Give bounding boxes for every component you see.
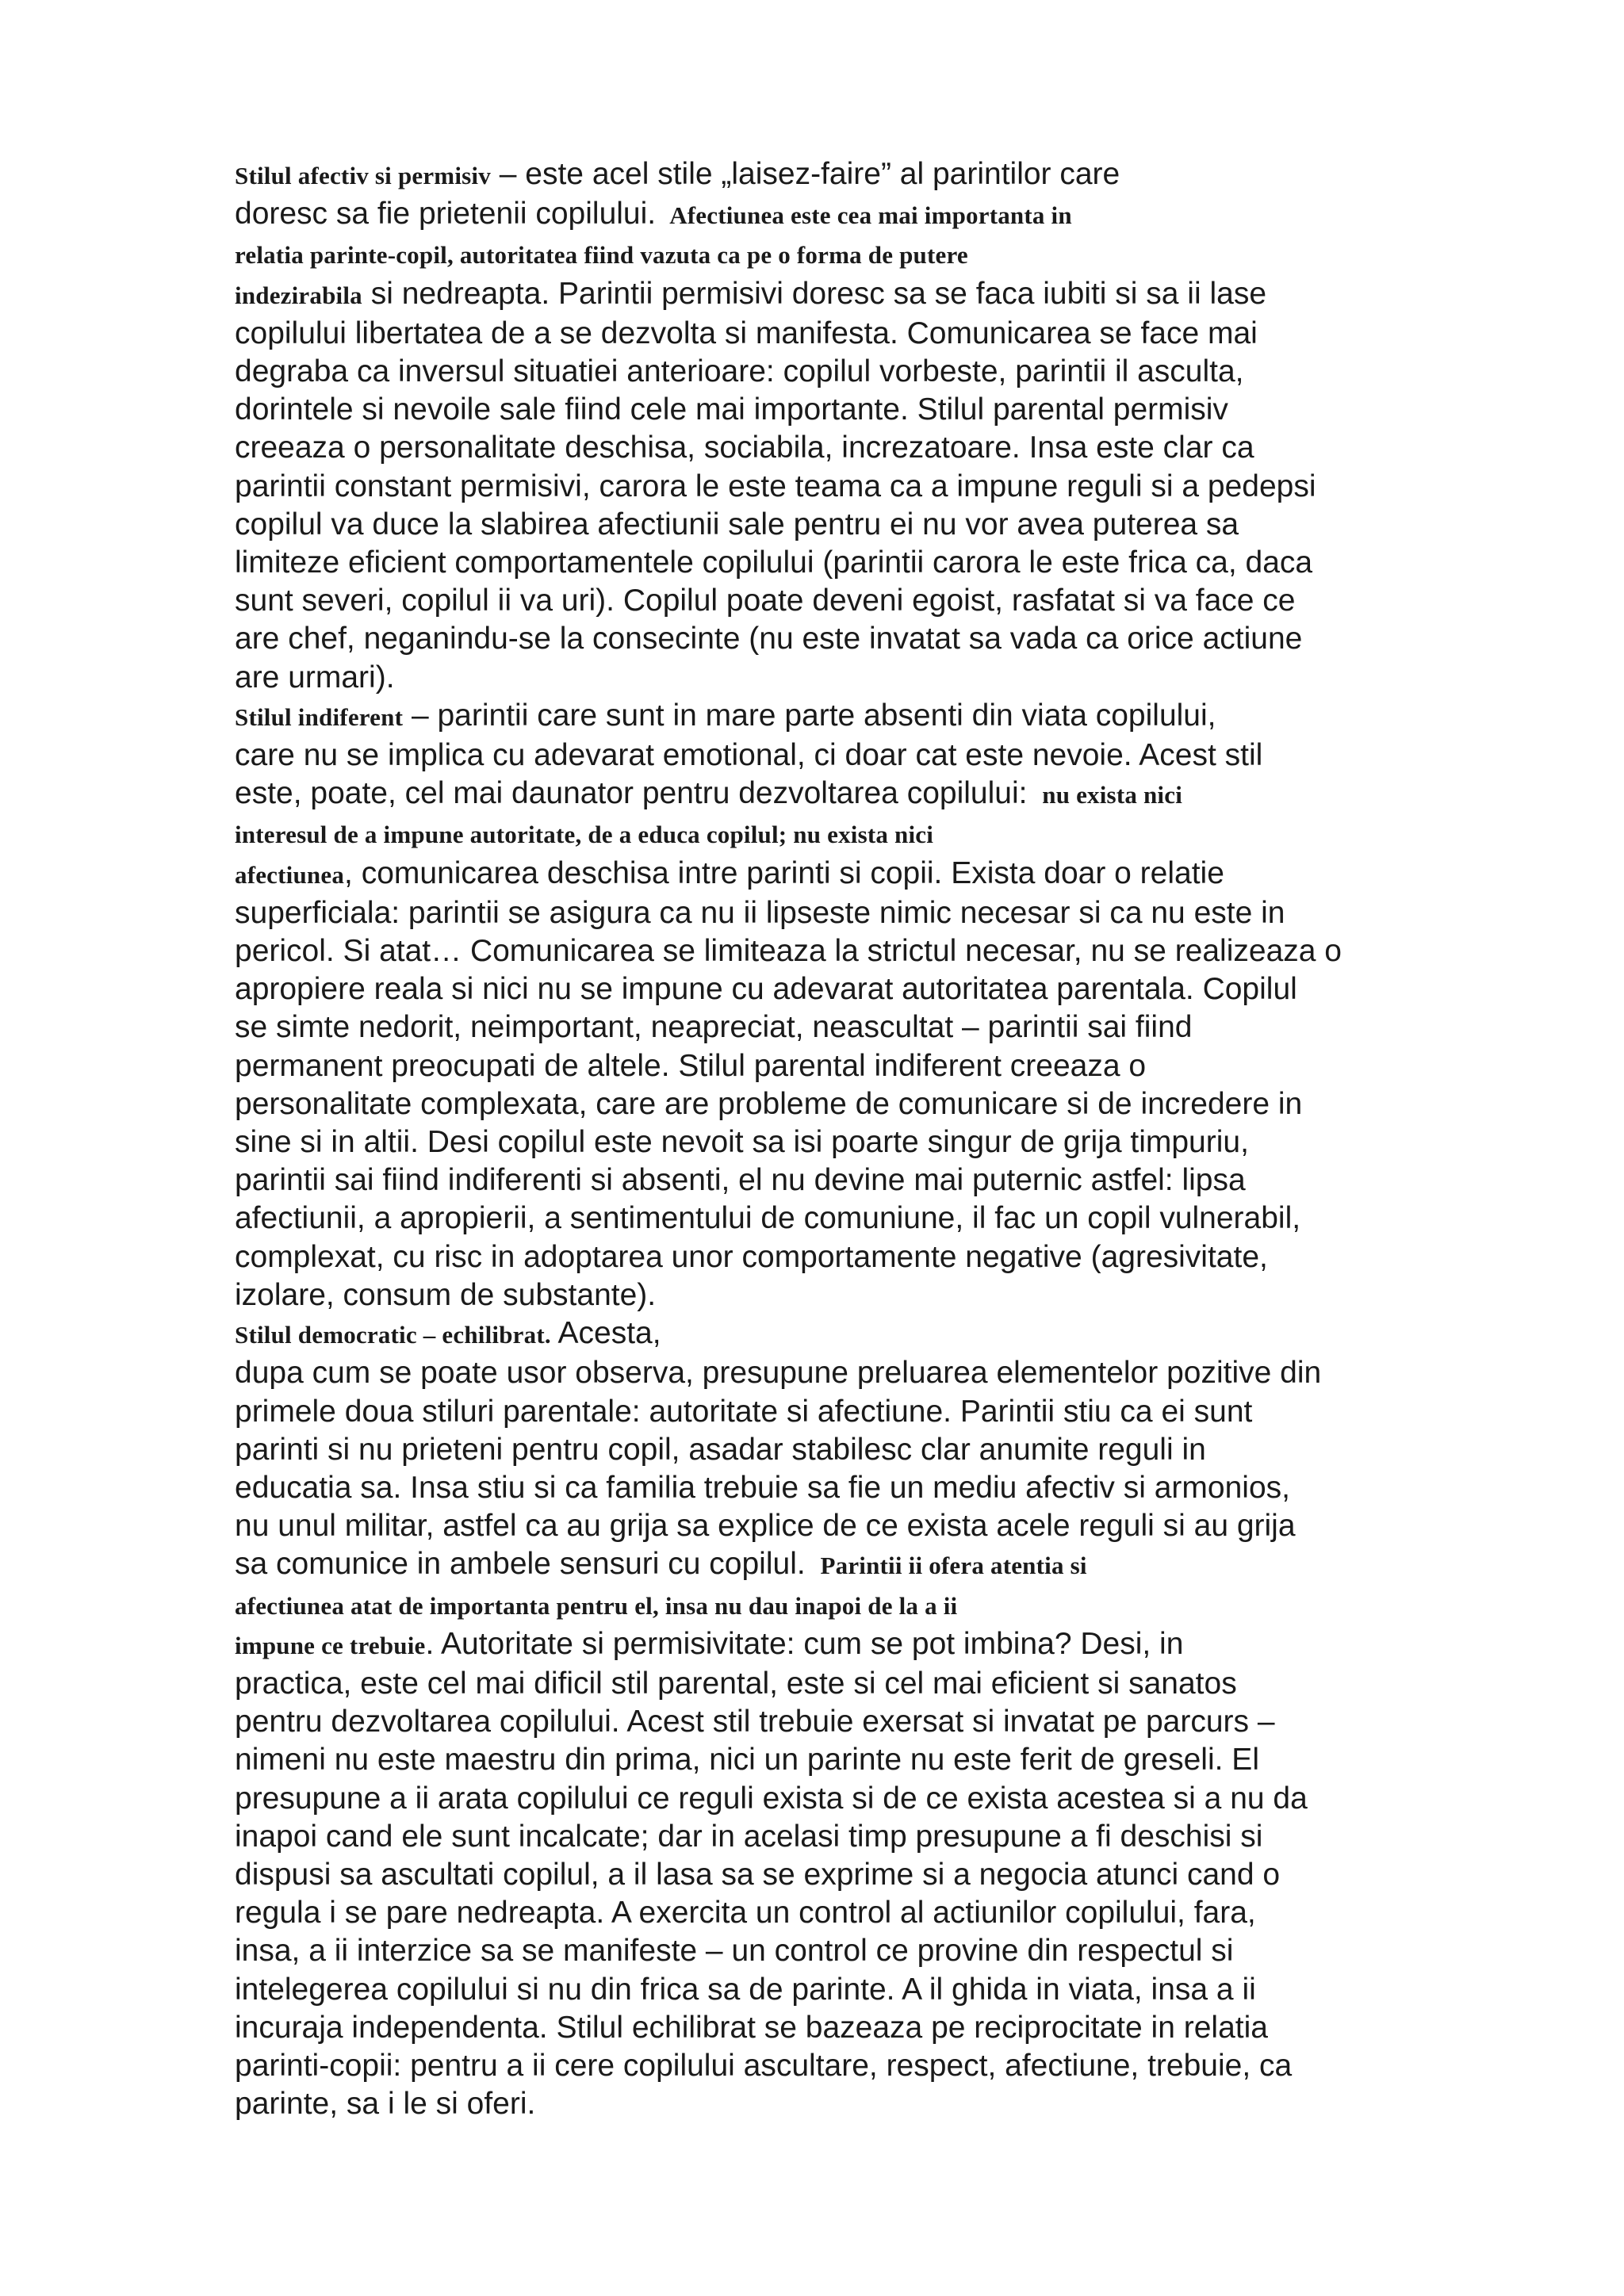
text-segment: apropiere reala si nici nu se impune cu adevarat autoritatea parentala. Copilul [235, 972, 1297, 1007]
bold-text-segment: Stilul democratic – echilibrat. [235, 1321, 551, 1349]
text-segment: dupa cum se poate usor observa, presupune preluarea elementelor pozitive din [235, 1356, 1322, 1391]
text-segment: copilul va duce la slabirea afectiunii sale pentru ei nu vor avea puterea sa [235, 507, 1239, 541]
text-line [235, 1008, 1535, 1047]
text-segment: educatia sa. Insa stiu si ca familia trebuie sa fie un mediu afectiv si armonios, [235, 1470, 1290, 1505]
text-segment: superficiala: parintii se asigura ca nu ii lipseste nimic necesar si ca nu este in [235, 895, 1285, 930]
text-segment: Acesta, [550, 1316, 661, 1351]
text-line [235, 1047, 1535, 1085]
text-segment: primele doua stiluri parentale: autoritate si afectiune. Parintii stiu ca ei sunt [235, 1394, 1253, 1429]
text-line [235, 1123, 1535, 1161]
bold-text-segment: afectiunea atat de importanta pentru el, insa nu dau inapoi de la a ii [235, 1591, 958, 1620]
text-line [235, 1703, 1535, 1741]
text-line [235, 1856, 1535, 1894]
text-segment: creeaza o personalitate deschisa, sociabila, increzatoare. Insa este clar ca [235, 430, 1254, 465]
text-segment: parintii constant permisivi, carora le este teama ca a impune reguli si a pedepsi [235, 469, 1316, 503]
text-segment: afectiunii, a apropierii, a sentimentului de comuniune, il fac un copil vulnerabil, [235, 1201, 1301, 1236]
text-line [235, 315, 1535, 353]
bold-text-segment: relatia parinte-copil, autoritatea fiind vazuta ca pe o forma de putere [235, 241, 968, 270]
bold-text-segment: indezirabila [235, 281, 362, 309]
text-line [235, 1314, 1535, 1354]
text-line [235, 1200, 1535, 1238]
text-segment: parinte, sa i le si oferi. [235, 2087, 536, 2122]
bold-text-segment: impune ce trebuie [235, 1631, 426, 1659]
text-line [235, 275, 1535, 315]
text-line [235, 506, 1535, 544]
text-segment: intelegerea copilului si nu din frica sa de parinte. A il ghida in viata, insa a ii [235, 1972, 1256, 2007]
text-line [235, 1469, 1535, 1507]
text-line [235, 620, 1535, 658]
text-segment: dorintele si nevoile sale fiind cele mai importante. Stilul parental permisiv [235, 392, 1228, 427]
text-segment: , comunicarea deschisa intre parinti si copii. Exista doar o relatie [344, 855, 1224, 890]
text-line [235, 353, 1535, 391]
text-segment: doresc sa fie prietenii copilului. [235, 197, 665, 232]
text-segment: presupune a ii arata copilului ce reguli exista si de ce exista acestea si a nu da [235, 1781, 1308, 1816]
text-segment: are urmari). [235, 660, 395, 695]
text-line [235, 1741, 1535, 1779]
text-line [235, 2047, 1535, 2085]
text-segment: nimeni nu este maestru din prima, nici un parinte nu este ferit de greseli. El [235, 1743, 1259, 1777]
text-line [235, 1780, 1535, 1818]
text-segment: – este acel stile „laisez-faire” al parintilor care [490, 157, 1120, 191]
text-segment: personalitate complexata, care are probleme de comunicare si de incredere in [235, 1086, 1303, 1121]
text-segment: nu unul militar, astfel ca au grija sa explice de ce exista acele reguli si au grija [235, 1509, 1296, 1544]
text-line [235, 582, 1535, 620]
text-line [235, 1625, 1535, 1665]
text-segment: este, poate, cel mai daunator pentru dezvoltarea copilului: [235, 776, 1036, 811]
text-segment: degraba ca inversul situatiei anterioare: copilul vorbeste, parintii il asculta, [235, 354, 1244, 389]
text-line [235, 1932, 1535, 1970]
text-line [235, 1393, 1535, 1431]
text-line [235, 2009, 1535, 2047]
text-line [235, 737, 1535, 775]
bold-text-segment: afectiunea [235, 860, 345, 889]
text-line [235, 1161, 1535, 1200]
text-segment: incuraja independenta. Stilul echilibrat se bazeaza pe reciprocitate in relatia [235, 2010, 1268, 2045]
text-segment: pericol. Si atat… Comunicarea se limiteaza la strictul necesar, nu se realizeaza o [235, 934, 1342, 969]
text-segment: care nu se implica cu adevarat emotional, ci doar cat este nevoie. Acest stil [235, 738, 1263, 773]
text-segment: limiteze eficient comportamentele copilului (parintii carora le este frica ca, daca [235, 545, 1313, 580]
bold-text-segment: Stilul indiferent [235, 702, 404, 731]
text-line [235, 970, 1535, 1008]
bold-text-segment: nu exista nici [1036, 781, 1183, 809]
text-line [235, 894, 1535, 932]
text-segment: insa, a ii interzice sa se manifeste – un control ce provine din respectul si [235, 1934, 1234, 1969]
text-line [235, 932, 1535, 970]
text-line [235, 1545, 1535, 1585]
text-segment: dispusi sa ascultati copilul, a il lasa sa se exprime si a negocia atunci cand o [235, 1857, 1281, 1892]
text-segment: sine si in altii. Desi copilul este nevoit sa isi poarte singur de grija timpuriu, [235, 1125, 1249, 1160]
bold-text-segment: interesul de a impune autoritate, de a educa copilul; nu exista nici [235, 821, 934, 849]
text-line [235, 429, 1535, 467]
text-line [235, 155, 1535, 195]
text-line [235, 1085, 1535, 1123]
text-segment: regula i se pare nedreapta. A exercita un control al actiunilor copilului, fara, [235, 1896, 1256, 1931]
text-line [235, 391, 1535, 429]
text-segment: – parintii care sunt in mare parte absenti din viata copilului, [403, 698, 1216, 733]
text-line [235, 2085, 1535, 2123]
text-segment: parintii sai fiind indiferenti si absenti, el nu devine mai puternic astfel: lipsa [235, 1163, 1246, 1198]
text-line [235, 1894, 1535, 1932]
text-line [235, 235, 1535, 274]
text-segment: se simte nedorit, neimportant, neapreciat, neascultat – parintii sai fiind [235, 1010, 1193, 1045]
text-line [235, 195, 1535, 235]
text-line [235, 1431, 1535, 1469]
text-segment: permanent preocupati de altele. Stilul parental indiferent creeaza o [235, 1048, 1147, 1083]
text-segment: complexat, cu risc in adoptarea unor comportamente negative (agresivitate, [235, 1239, 1268, 1274]
bold-text-segment: Parintii ii ofera atentia si [814, 1552, 1087, 1580]
bold-text-segment: Afectiunea este cea mai importanta in [664, 201, 1072, 230]
text-line [235, 468, 1535, 506]
text-segment: sunt severi, copilul ii va uri). Copilul poate deveni egoist, rasfatat si va face ce [235, 584, 1296, 618]
bold-text-segment: Stilul afectiv si permisiv [235, 162, 491, 189]
text-segment: . Autoritate si permisivitate: cum se pot imbina? Desi, in [425, 1626, 1184, 1661]
text-line [235, 1354, 1535, 1392]
text-segment: pentru dezvoltarea copilului. Acest stil trebuie exersat si invatat pe parcurs – [235, 1705, 1275, 1739]
text-line [235, 1665, 1535, 1703]
text-line [235, 775, 1535, 814]
text-line [235, 855, 1535, 894]
text-line [235, 697, 1535, 737]
text-line [235, 1971, 1535, 2009]
text-segment: inapoi cand ele sunt incalcate; dar in acelasi timp presupune a fi deschisi si [235, 1819, 1263, 1854]
text-line [235, 544, 1535, 582]
text-line [235, 1238, 1535, 1276]
text-segment: parinti si nu prieteni pentru copil, asadar stabilesc clar anumite reguli in [235, 1432, 1206, 1467]
text-segment: parinti-copii: pentru a ii cere copilului ascultare, respect, afectiune, trebuie, ca [235, 2048, 1293, 2083]
text-segment: practica, este cel mai dificil stil parental, este si cel mai eficient si sanatos [235, 1666, 1237, 1701]
text-segment: sa comunice in ambele sensuri cu copilul. [235, 1547, 814, 1582]
document-body [235, 155, 1535, 2123]
text-segment: izolare, consum de substante). [235, 1277, 657, 1312]
text-segment: si nedreapta. Parintii permisivi doresc sa se faca iubiti si sa ii lase [362, 276, 1267, 311]
text-line [235, 814, 1535, 854]
text-line [235, 1507, 1535, 1545]
text-line [235, 659, 1535, 697]
text-line [235, 1586, 1535, 1625]
text-segment: are chef, neganindu-se la consecinte (nu este invatat sa vada ca orice actiune [235, 622, 1303, 656]
text-line [235, 1818, 1535, 1856]
text-segment: copilului libertatea de a se dezvolta si manifesta. Comunicarea se face mai [235, 316, 1258, 350]
text-line [235, 1276, 1535, 1314]
